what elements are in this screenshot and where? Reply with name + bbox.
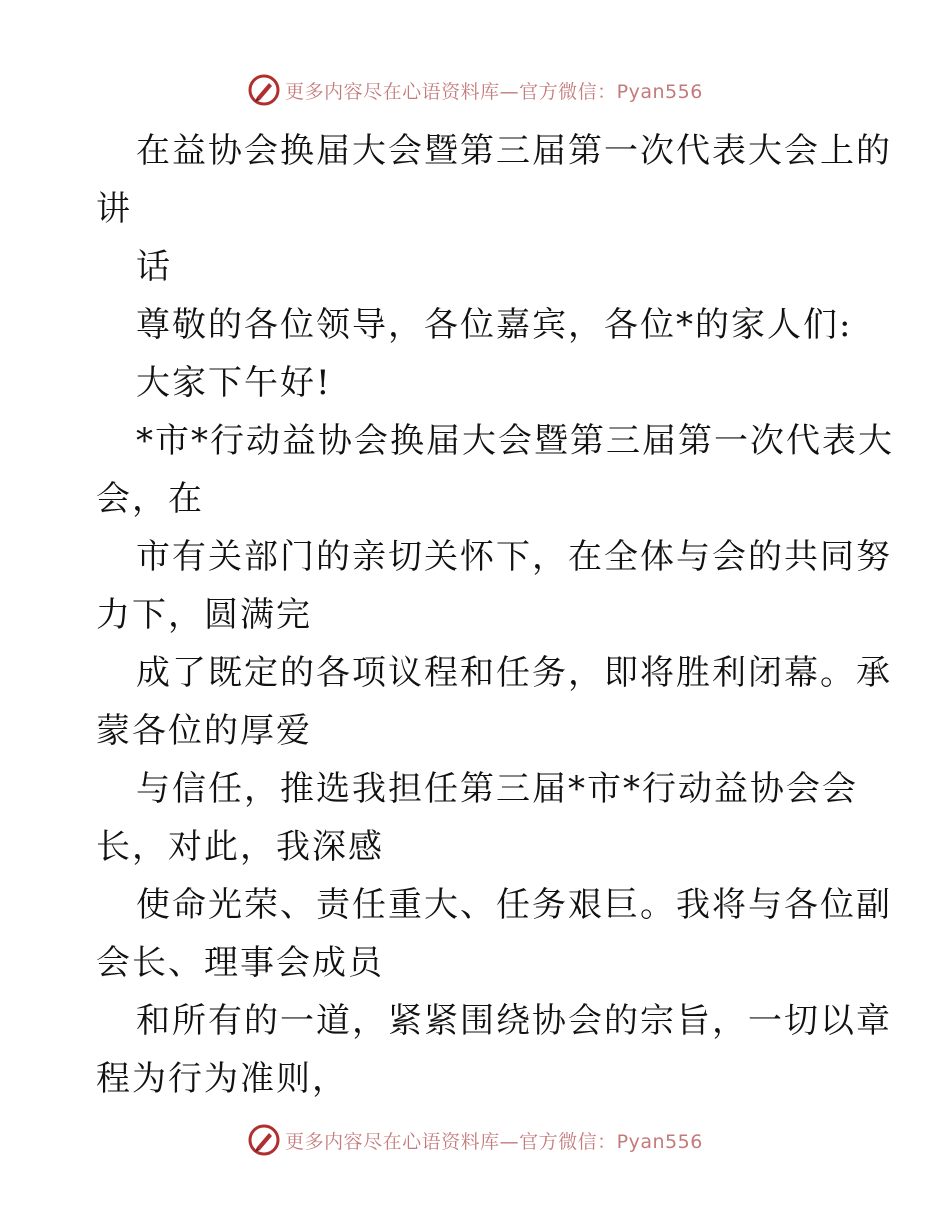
paragraph-line: 与信任，推选我担任第三届*市*行动益协会会 bbox=[136, 769, 858, 809]
footer-banner bbox=[0, 1120, 950, 1160]
document-body bbox=[96, 122, 894, 1108]
paragraph-line: 成了既定的各项议程和任务，即将胜利闭幕。承 bbox=[136, 653, 892, 693]
paragraph-line: 程为行为准则， bbox=[96, 1059, 348, 1099]
title-line-1: 在益协会换届大会暨第三届第一次代表大会上的 bbox=[136, 131, 892, 171]
header-banner bbox=[0, 70, 950, 110]
title-line-2: 讲 bbox=[96, 189, 132, 229]
paragraph-line: 使命光荣、责任重大、任务艰巨。我将与各位副 bbox=[136, 885, 892, 925]
salutation-line: 尊敬的各位领导，各位嘉宾，各位*的家人们: bbox=[136, 305, 853, 345]
paragraph-line: 蒙各位的厚爱 bbox=[96, 711, 312, 751]
paragraph-line: 长，对此，我深感 bbox=[96, 827, 384, 867]
paragraph-line: 市有关部门的亲切关怀下，在全体与会的共同努 bbox=[136, 537, 892, 577]
pen-logo-icon bbox=[247, 73, 281, 107]
paragraph-line: 会，在 bbox=[96, 479, 204, 519]
title-line-3: 话 bbox=[136, 247, 172, 287]
pen-logo-icon bbox=[247, 1123, 281, 1157]
paragraph-line: 会长、理事会成员 bbox=[96, 943, 384, 983]
paragraph-line: *市*行动益协会换届大会暨第三届第一次代表大 bbox=[136, 421, 894, 461]
footer-banner-text: 更多内容尽在心语资料库—官方微信：Pyan556 bbox=[285, 1130, 703, 1153]
paragraph-line: 和所有的一道，紧紧围绕协会的宗旨，一切以章 bbox=[136, 1001, 892, 1041]
greeting-line: 大家下午好! bbox=[136, 363, 332, 403]
header-banner-text: 更多内容尽在心语资料库—官方微信：Pyan556 bbox=[285, 80, 703, 103]
paragraph-line: 力下，圆满完 bbox=[96, 595, 312, 635]
